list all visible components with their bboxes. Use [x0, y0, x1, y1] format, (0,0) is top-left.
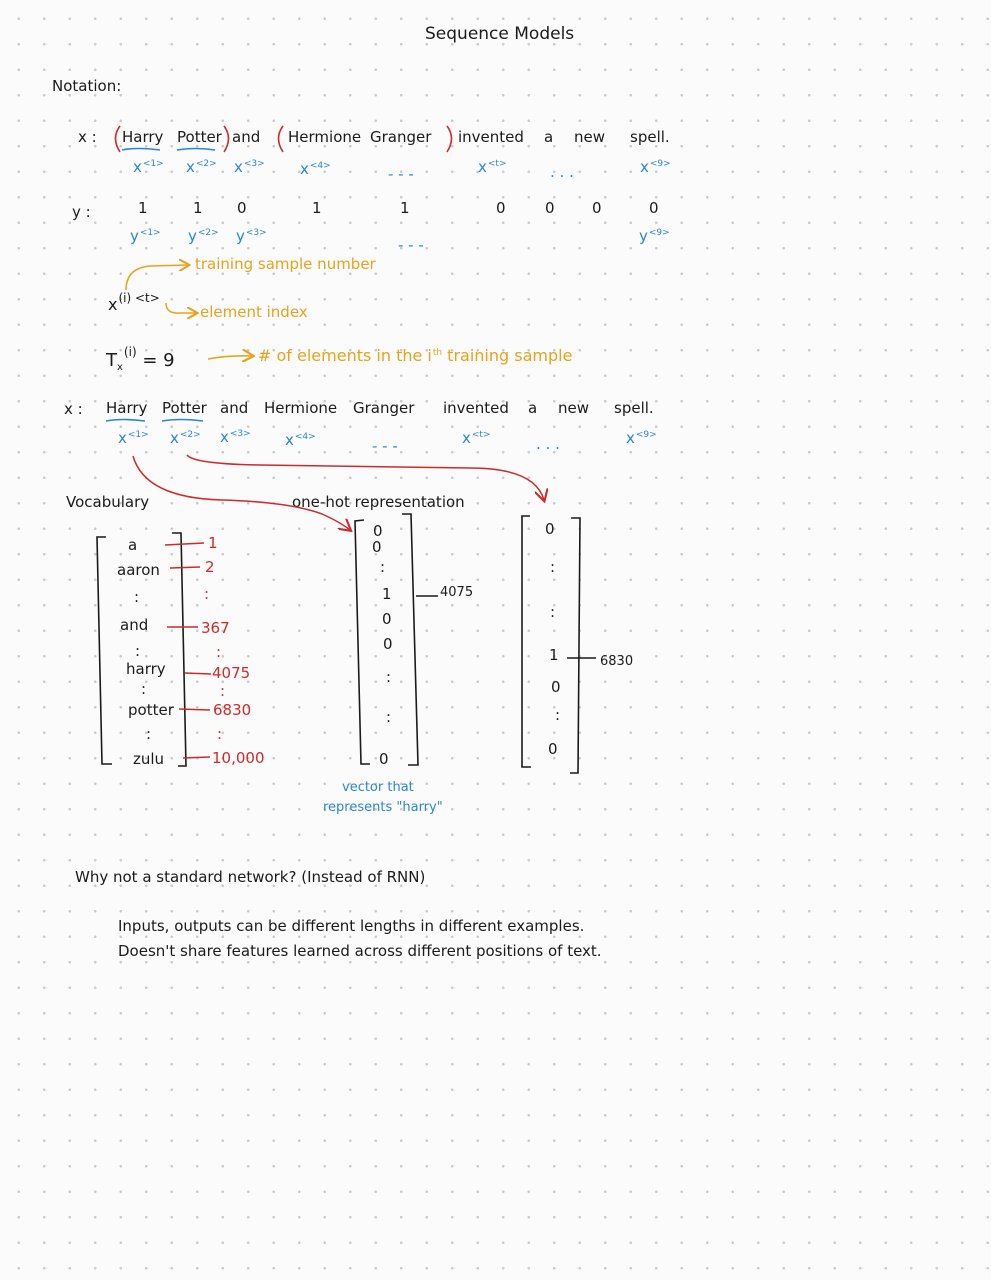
vocab-index: 6830 [213, 701, 252, 719]
vector-dots: : [550, 603, 556, 621]
underline-harry [122, 149, 160, 151]
vocab-index: 367 [201, 619, 230, 637]
tx-description: # of elements in the $i^{th}$ training sample [258, 346, 573, 365]
arrow-harry-to-vector [133, 456, 350, 530]
word-hermione-2: Hermione [264, 399, 338, 417]
vec2-bracket-left [522, 516, 531, 767]
why-reason-1: Inputs, outputs can be different lengths in different examples. [118, 917, 585, 935]
arrow-potter-to-vector [187, 455, 544, 500]
word-invented-2: invented [443, 399, 509, 417]
word-potter-2: Potter [162, 399, 207, 417]
x-label-2: x : [64, 400, 83, 418]
vocab-word: and [120, 616, 149, 634]
x-index: $x^{<9>}$ [640, 158, 671, 176]
vocab-index-dots: : [204, 585, 210, 603]
word-harry: Harry [122, 128, 164, 146]
y-value: 0 [545, 199, 555, 217]
y-index: $y^{<2>}$ [188, 227, 219, 245]
vocab-word: harry [126, 660, 166, 678]
y-index: $y^{<3>}$ [236, 227, 267, 245]
word-spell-2: spell. [614, 399, 654, 417]
page-title: Sequence Models [425, 24, 575, 44]
vector-caption-line2: represents "harry" [323, 800, 443, 815]
x-index-ellipsis: - - - [388, 165, 414, 183]
vector-entry: 0 [551, 678, 561, 696]
y-value: 1 [138, 199, 148, 217]
arrow-training-sample [126, 265, 188, 290]
vocab-word: potter [128, 701, 174, 719]
y-index-ellipsis: - - - [398, 236, 424, 254]
y-value: 0 [237, 199, 247, 217]
x-index: $x^{<9>}$ [626, 429, 657, 447]
y-value: 0 [649, 199, 659, 217]
underline-potter-2 [162, 420, 203, 422]
vector-harry-index: 4075 [440, 585, 474, 600]
y-value: 0 [496, 199, 506, 217]
x-index: $x^{<4>}$ [285, 431, 316, 449]
x-index: $x^{<2>}$ [186, 158, 217, 176]
x-label: x : [78, 128, 97, 146]
element-index-label: element index [200, 303, 308, 321]
arrow-tx [208, 356, 252, 359]
vector-dots: : [555, 706, 561, 724]
one-hot-label: one-hot representation [292, 493, 465, 511]
vector-entry: 0 [545, 520, 555, 538]
x-index: $x^{<3>}$ [220, 428, 251, 446]
vec1-bracket-right [402, 514, 418, 765]
vocab-word: a [128, 536, 138, 554]
red-paren-close-2 [447, 126, 452, 152]
word-invented: invented [458, 128, 524, 146]
vector-dots: : [386, 708, 392, 726]
vocabulary-label: Vocabulary [66, 493, 150, 511]
red-paren-open-1 [116, 126, 121, 152]
x-index-ellipsis: - - - [372, 437, 398, 455]
vector-entry: 1 [382, 585, 392, 603]
y-value: 0 [592, 199, 602, 217]
x-index: $x^{<3>}$ [234, 158, 265, 176]
tx-notation: $T_x^{(i)} = 9$ [106, 345, 175, 373]
tick-harry [185, 673, 211, 674]
y-value: 1 [312, 199, 322, 217]
vector-caption-line1: vector that [342, 780, 414, 795]
vector-entry: 0 [382, 610, 392, 628]
red-paren-open-2 [279, 126, 284, 152]
tick-zulu [183, 757, 210, 758]
vector-entry: 0 [373, 522, 383, 540]
word-granger-2: Granger [353, 399, 415, 417]
vocab-index: 10,000 [212, 749, 265, 767]
training-sample-label: training sample number [195, 255, 376, 273]
x-index: $x^{<1>}$ [118, 429, 149, 447]
vector-entry: 0 [379, 750, 389, 768]
vocab-word: aaron [117, 561, 160, 579]
vocab-dots: : [146, 725, 152, 743]
x-index: $x^{<2>}$ [170, 429, 201, 447]
vocab-bracket-left [97, 537, 112, 764]
x-index: $x^{<4>}$ [300, 160, 331, 178]
vector-entry: 0 [548, 740, 558, 758]
word-new: new [574, 128, 606, 146]
underline-harry-2 [106, 420, 145, 422]
vec1-bracket-left [355, 520, 370, 764]
vector-dots: : [550, 558, 556, 576]
vector-entry: 1 [549, 646, 559, 664]
arrow-element-index [166, 303, 196, 313]
word-new-2: new [558, 399, 590, 417]
y-value: 1 [193, 199, 203, 217]
vocab-index: 2 [205, 558, 215, 576]
vector-dots: : [380, 558, 386, 576]
vocab-dots: : [135, 642, 141, 660]
why-reason-2: Doesn't share features learned across different positions of text. [118, 942, 602, 960]
word-hermione: Hermione [288, 128, 362, 146]
vector-entry: 0 [372, 538, 382, 556]
word-potter: Potter [177, 128, 222, 146]
vocab-word: zulu [133, 750, 165, 768]
word-spell: spell. [630, 128, 670, 146]
x-index-ellipsis: . . . [536, 435, 560, 453]
red-paren-close-1 [224, 126, 229, 152]
x-index: $x^{<t>}$ [462, 429, 491, 447]
y-index: $y^{<9>}$ [639, 227, 670, 245]
tick-potter [179, 709, 210, 710]
vocab-index-dots: : [217, 725, 223, 743]
y-index: $y^{<1>}$ [130, 227, 161, 245]
notation-heading: Notation: [52, 77, 122, 95]
x-index: $x^{<t>}$ [478, 158, 507, 176]
vocab-dots: : [141, 680, 147, 698]
vocab-index: 1 [208, 534, 218, 552]
y-value: 1 [400, 199, 410, 217]
word-granger: Granger [370, 128, 432, 146]
y-label: y : [72, 203, 91, 221]
tick-a [165, 543, 204, 545]
vocab-index-dots: : [220, 682, 226, 700]
x-i-t-notation: $x^{(i) <t>}$ [108, 291, 160, 314]
x-index: $x^{<1>}$ [133, 158, 164, 176]
vector-potter-index: 6830 [600, 654, 634, 669]
tick-aaron [170, 567, 200, 568]
vocab-index: 4075 [212, 664, 251, 682]
word-a-2: a [528, 399, 538, 417]
vocab-index-dots: : [216, 643, 222, 661]
underline-potter [177, 149, 215, 151]
vec2-bracket-right [570, 518, 580, 773]
vector-dots: : [386, 668, 392, 686]
word-a: a [544, 128, 554, 146]
x-index-ellipsis: . . . [550, 163, 574, 181]
why-question: Why not a standard network? (Instead of RNN) [75, 868, 426, 886]
vector-entry: 0 [383, 635, 393, 653]
word-harry-2: Harry [106, 399, 148, 417]
word-and: and [232, 128, 261, 146]
word-and-2: and [220, 399, 249, 417]
vocab-dots: : [134, 588, 140, 606]
